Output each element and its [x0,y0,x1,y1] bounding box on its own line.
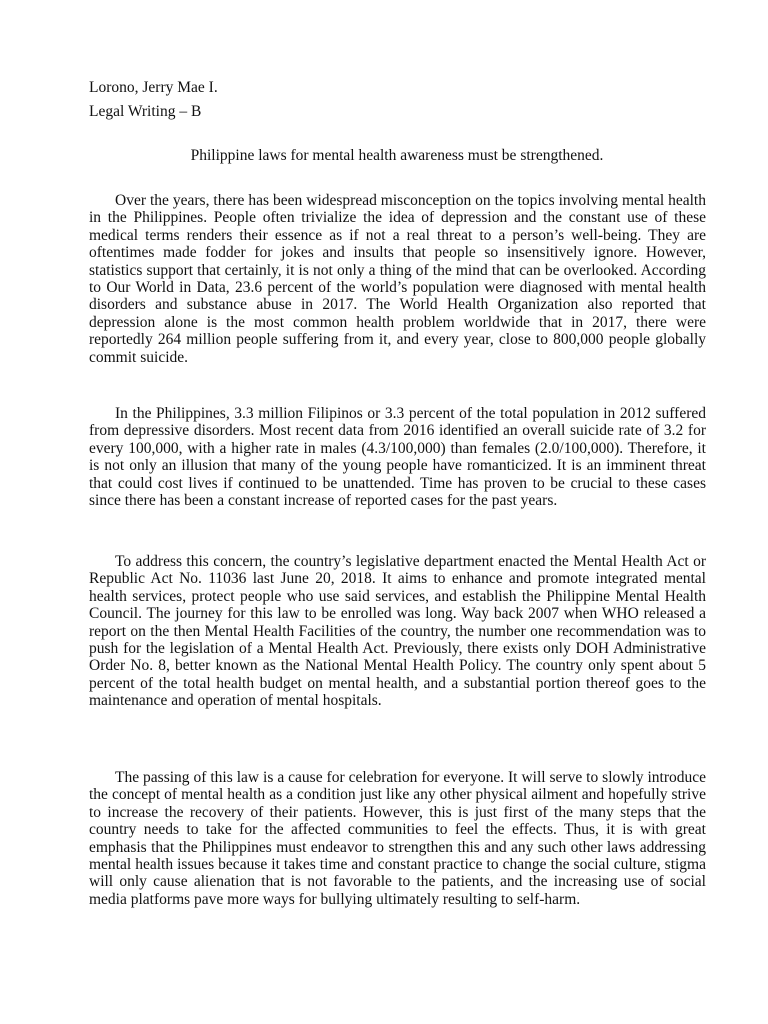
paragraph-3: To address this concern, the country’s legislative department enacted the Mental Health Act or Republic Act No. 11036 last June 20, 2018. It aims to enhance and promote integrated mental health services, protect people who use said services, and establish the Philippine Mental Health Council. The journey for this law to be enrolled was long. Way back 2007 when WHO released a report on the then Mental Health Facilities of the country, the number one recommendation was to push for the legislation of a Mental Health Act. Previously, there exists only DOH Administrative Order No. 8, better known as the National Mental Health Policy. The country only spent about 5 percent of the total health budget on mental health, and a substantial portion thereof goes to the maintenance and operation of mental hospitals. [89,553,706,710]
paragraph-4: The passing of this law is a cause for celebration for everyone. It will serve to slowly introduce the concept of mental health as a condition just like any other physical ailment and hopefully strive to increase the recovery of their patients. However, this is just first of the many steps that the country needs to take for the affected communities to feel the effects. Thus, it is with great emphasis that the Philippines must endeavor to strengthen this and any such other laws addressing mental health issues because it takes time and constant practice to change the social culture, stigma will only cause alienation that is not favorable to the patients, and the increasing use of social media platforms pave more ways for bullying ultimately resulting to self-harm. [89,769,706,908]
course-label: Legal Writing – B [89,103,202,120]
paragraph-2: In the Philippines, 3.3 million Filipinos or 3.3 percent of the total population in 2012 suffered from depressive disorders. Most recent data from 2016 identified an overall suicide rate of 3.2 for every 100,000, with a higher rate in males (4.3/100,000) than females (2.0/100,000). Therefore, it is not only an illusion that many of the young people have romanticized. It is an imminent threat that could cost lives if continued to be unattended. Time has proven to be crucial to these cases since there has been a constant increase of reported cases for the past years. [89,405,706,510]
essay-title: Philippine laws for mental health awareness must be strengthened. [190,147,604,164]
paragraph-1: Over the years, there has been widespread misconception on the topics involving mental health in the Philippines. People often trivialize the idea of depression and the constant use of these medical terms renders their essence as if not a real threat to a person’s well-being. They are oftentimes made fodder for jokes and insults that people so insensitively ignore. However, statistics support that certainly, it is not only a thing of the mind that can be overlooked. According to Our World in Data, 23.6 percent of the world’s population were diagnosed with mental health disorders and substance abuse in 2017. The World Health Organization also reported that depression alone is the most common health problem worldwide that in 2017, there were reportedly 264 million people suffering from it, and every year, close to 800,000 people globally commit suicide. [89,192,706,366]
author-name: Lorono, Jerry Mae I. [89,79,218,96]
